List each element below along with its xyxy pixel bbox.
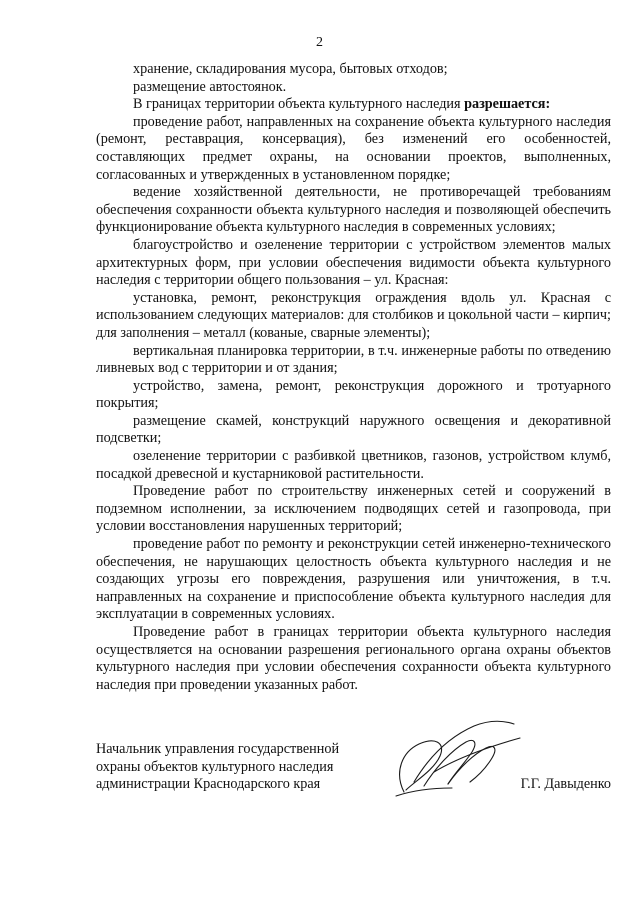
paragraph: вертикальная планировка территории, в т.ч. инженерные работы по отведению ливневых вод с территории и от здания; (96, 342, 611, 377)
paragraph: размещение скамей, конструкций наружного освещения и декоративной подсветки; (96, 412, 611, 447)
handwritten-signature (374, 712, 524, 802)
position-line: охраны объектов культурного наследия (96, 758, 334, 775)
document-body (96, 61, 611, 694)
paragraph: благоустройство и озеленение территории с устройством элементов малых архитектурных форм, при условии обеспечения видимости объекта культурного наследия с территории общего пользования – ул. Красная: (96, 236, 611, 289)
paragraph: озеленение территории с разбивкой цветников, газонов, устройством клумб, посадкой древесной и кустарниковой растительности. (96, 448, 611, 482)
paragraph: Проведение работ по строительству инженерных сетей и сооружений в подземном исполнении, за исключением подводящих сетей и газопровода, при условии восстановления нарушенных территорий; (96, 483, 611, 535)
allowed-intro (96, 96, 611, 114)
allowed-intro-text: В границах территории объекта культурного наследия (133, 96, 465, 113)
signatory-position (96, 741, 376, 794)
paragraph: проведение работ, направленных на сохранение объекта культурного наследия (ремонт, реставрация, консервация), без изменений его особенностей, составляющих предмет охраны, на основании проектов, выполненных, согласованных и утвержденных в установленном порядке; (96, 113, 611, 183)
paragraph: устройство, замена, ремонт, реконструкция дорожного и тротуарного покрытия; (96, 377, 611, 412)
paragraph: проведение работ по ремонту и реконструкции сетей инженерно-технического обеспечения, не нарушающих целостность объекта культурного наследия и не создающих угрозы его повреждения, разрушения или уничтожения, в т.ч. направленных на сохранение и приспособление объекта культурного наследия для эксплуатации в современных условиях. (96, 536, 611, 623)
paragraph: хранение, складирования мусора, бытовых отходов; (133, 61, 448, 77)
paragraph: размещение автостоянок. (133, 78, 287, 95)
position-line: Начальник управления государственной (96, 741, 340, 757)
paragraph: Проведение работ в границах территории объекта культурного наследия осуществляется на основании разрешения регионального органа охраны объектов культурного наследия при условии обеспечения сохранности объекта культурного наследия при проведении указанных работ. (96, 624, 611, 693)
page-number: 2 (316, 35, 323, 50)
paragraph: ведение хозяйственной деятельности, не противоречащей требованиям обеспечения сохранности объекта культурного наследия и позволяющей обеспечить функционирование объекта культурного наследия в современных условиях; (96, 184, 611, 236)
allowed-intro-bold: разрешается: (464, 96, 551, 113)
signatory-name: Г.Г. Давыденко (520, 776, 611, 792)
paragraph: установка, ремонт, реконструкция ограждения вдоль ул. Красная с использованием следующих материалов: для столбиков и цокольной части – кирпич; для заполнения – металл (кованые, сварные элементы); (96, 289, 611, 341)
position-line: администрации Краснодарского края (96, 776, 321, 793)
